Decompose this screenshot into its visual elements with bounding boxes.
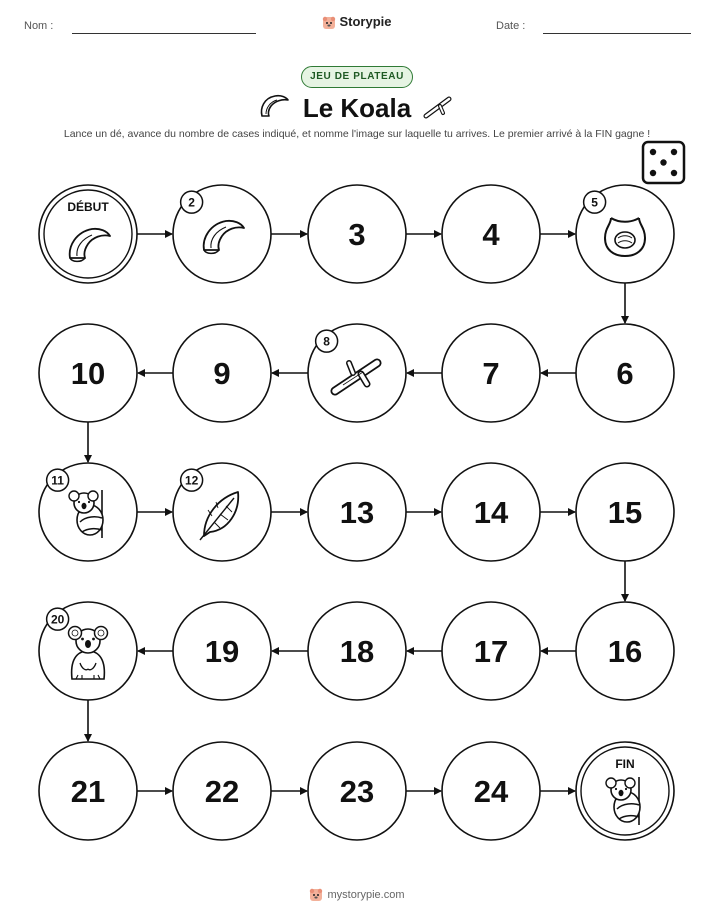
- date-label: Date :: [496, 20, 526, 32]
- cell-number: 7: [482, 356, 500, 391]
- cell-number-badge: [584, 191, 606, 213]
- cell-number: 21: [70, 774, 106, 809]
- cell-number: 18: [339, 634, 375, 669]
- cell-number-badge: [47, 608, 69, 630]
- cell-number: 22: [204, 774, 240, 809]
- cell-number: 19: [204, 634, 240, 669]
- cell-number-badge: [181, 469, 203, 491]
- board-cell-15: [576, 463, 674, 561]
- board-cell-start: [39, 185, 137, 283]
- cell-number: 4: [482, 217, 500, 252]
- footer-url: mystorypie.com: [327, 888, 405, 901]
- game-type-badge: JEU DE PLATEAU: [301, 66, 413, 88]
- board-cell-21: [39, 742, 137, 840]
- cell-number: 24: [473, 774, 509, 809]
- board-cell-6: [576, 324, 674, 422]
- pouch-icon: [605, 218, 645, 256]
- cell-number: 2: [188, 195, 195, 210]
- cell-number-badge: [181, 191, 203, 213]
- cell-number: 3: [348, 217, 366, 252]
- cell-number: 20: [50, 612, 65, 627]
- board-cell-17: [442, 602, 540, 700]
- board-cells: [39, 185, 674, 840]
- cell-number: 12: [184, 473, 199, 488]
- board-cell-19: [173, 602, 271, 700]
- board-cell-23: [308, 742, 406, 840]
- footer: [0, 888, 714, 902]
- board-cell-20: [39, 602, 137, 700]
- board-cell-13: [308, 463, 406, 561]
- cell-number: 15: [607, 495, 643, 530]
- board-cell-4: [442, 185, 540, 283]
- board-cell-3: [308, 185, 406, 283]
- cell-number: 5: [591, 195, 598, 210]
- board-cell-14: [442, 463, 540, 561]
- dice-icon: [643, 142, 684, 183]
- cell-number: 23: [339, 774, 375, 809]
- board-cell-8: [308, 324, 406, 422]
- board-cell-finish: [576, 742, 674, 840]
- page-title: Le Koala: [302, 93, 412, 123]
- board-cell-18: [308, 602, 406, 700]
- cell-number: 9: [213, 356, 231, 391]
- cell-number: 8: [323, 334, 330, 349]
- cell-number-badge: [316, 330, 338, 352]
- board-cell-5: [576, 185, 674, 283]
- board-cell-11: [39, 463, 137, 561]
- board-cell-12: [173, 463, 271, 561]
- finish-label: FIN: [615, 757, 635, 771]
- board-cell-10: [39, 324, 137, 422]
- brand-name: Storypie: [339, 14, 392, 29]
- board-cell-16: [576, 602, 674, 700]
- cell-number: 13: [339, 495, 375, 530]
- cell-number: 14: [473, 495, 509, 530]
- cell-number: 17: [473, 634, 509, 669]
- board-cell-2: [173, 185, 271, 283]
- cell-number: 6: [616, 356, 634, 391]
- instructions: Lance un dé, avance du nombre de cases indiqué, et nomme l'image sur laquelle tu arrives. Le premier arrivé à la FIN gagne !: [63, 128, 651, 140]
- cell-number: 10: [70, 356, 106, 391]
- name-label: Nom :: [24, 20, 54, 32]
- cell-number: 11: [51, 473, 64, 488]
- cell-number-badge: [47, 469, 69, 491]
- board-cell-24: [442, 742, 540, 840]
- board-cell-7: [442, 324, 540, 422]
- cell-number: 16: [607, 634, 643, 669]
- storypie-logo-icon: [309, 888, 323, 902]
- board-cell-9: [173, 324, 271, 422]
- start-label: DÉBUT: [67, 200, 109, 214]
- board-cell-22: [173, 742, 271, 840]
